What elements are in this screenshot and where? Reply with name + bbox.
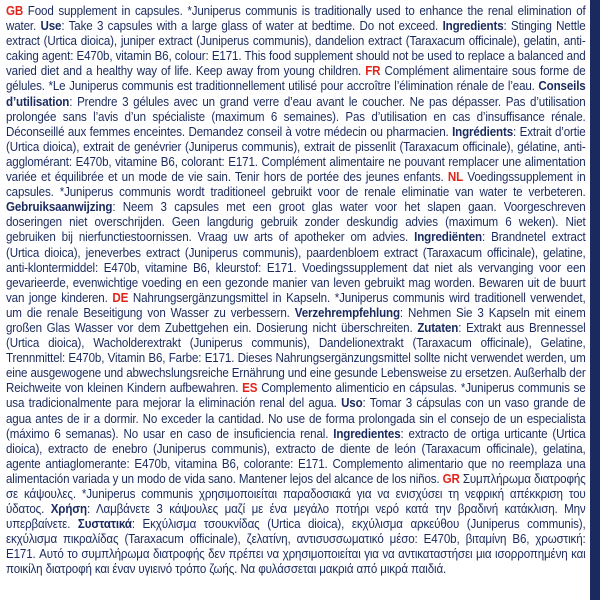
ingredients-label-gb: Ingredients: [442, 19, 504, 34]
language-code-gb: GB: [6, 4, 24, 18]
ingredients-text-es: : extracto de ortiga urticante (Urtica dioica), extracto de enebro (Juniperus communis), extracto de diente de león (Taraxacum officinale), gelatina, agente antiaglomerante: E470b, vitamina B6, colorante: E171. Complemento alimentario que no reemplaza una alimentación variada y un modo de vida sano. Mantener lejos del alcance de los niños.: [6, 426, 586, 486]
intro-gb: Food supplement in capsules. *Juniperus communis is traditionally used to enhance the renal elimination of water.: [6, 4, 586, 34]
section-fr: [6, 64, 586, 184]
ingredients-label-nl: Ingrediënten: [414, 230, 482, 245]
section-nl: [6, 170, 586, 305]
intro-nl: Voedingssupplement in capsules. *Juniperus communis wordt traditioneel gebruikt voor de renale eliminatie van water te verbeteren.: [6, 170, 586, 200]
intro-es: Complemento alimenticio en cápsulas. *Juniperus communis se usa tradicionalmente para mejorar la eliminación renal del agua.: [6, 381, 586, 411]
ingredients-text-gr: : Εκχύλισμα τσουκνίδας (Urtica dioica), εκχύλισμα αρκεύθου (Juniperus communis), εκχύλισμα πικραλίδας (Taraxacum officinale), ζελατίνη, αντισυσσωματικό μέσο: E470b, βιταμίνη B6, χρωστική: E171. Αυτό το συμπλήρωμα διατροφής δεν πρέπει να χρησιμοποιείται για να αντικαταστήσει μια ισορροπημένη και ποικίλη διατροφή και έναν υγιεινό τρόπο ζωής. Να φυλάσσεται μακριά από μικρά παιδιά.: [6, 517, 586, 577]
use-label-es: Uso: [341, 396, 363, 411]
use-label-gb: Use: [40, 19, 62, 34]
ingredients-label-es: Ingredientes: [333, 426, 401, 441]
ingredients-label-de: Zutaten: [417, 320, 459, 335]
intro-de: Nahrungsergänzungsmittel in Kapseln. *Juniperus communis wird traditionell verwendet, um die renale Beseitigung von Wasser zu verbessern.: [6, 290, 586, 320]
language-code-fr: FR: [365, 64, 381, 79]
use-text-de: : Nehmen Sie 3 Kapseln mit einem großen Glas Wasser vor dem Zubettgehen ein. Dosierung nicht überschreiten.: [6, 305, 586, 335]
use-text-nl: : Neem 3 capsules met een groot glas water voor het slapen gaan. Voorgeschreven doseringen niet overschrijden. Geen langdurig gebruik zonder deskundig advies (maximum 6 weken). Niet gebruiken bij nierfunctiestoornissen. Vraag uw arts of apotheker om advies.: [6, 200, 586, 245]
use-text-gb: : Take 3 capsules with a large glass of water at bedtime. Do not exceed.: [61, 19, 439, 34]
section-es: [6, 381, 586, 486]
language-code-nl: NL: [447, 170, 464, 185]
language-code-es: ES: [242, 381, 258, 396]
use-label-nl: Gebruiksaanwijzing: [6, 200, 113, 215]
intro-fr: Complément alimentaire sous forme de gélules. *Le Juniperus communis est traditionnellement utilisé pour accroître l’élimination rénale de l’eau.: [6, 64, 586, 94]
ingredients-text-fr: : Extrait d’ortie (Urtica dioica), extrait de genévrier (Juniperus communis), extrait de pissenlit (Taraxacum officinale), gélatine, anti-agglomérant: E470b, vitamine B6, colorant: E171. Complément alimentaire ne pouvant remplacer une alimentation variée et équilibrée et un mode de vie sain. Tenir hors de portée des jeunes enfants.: [6, 124, 586, 185]
use-label-fr: Conseils d’utilisation: [6, 79, 586, 109]
ingredients-text-de: : Extrakt aus Brennessel (Urtica dioica), Wacholderextrakt (Juniperus communis), Dandelionextrakt (Taraxacum officinale), Gelatine, Trennmittel: E470b, Vitamin B6, Farbe: E171. Dieses Nahrungsergänzungsmittel sollte nicht verwendet werden, um eine ausgewogene und abwechslungsreiche Ernährung und eine gesunde Lebensweise zu ersetzen. Außerhalb der Reichweite von kleinen Kindern aufbewahren.: [6, 320, 586, 396]
ingredients-text-gb: : Stinging Nettle extract (Urtica dioica), juniper extract (Juniperus communis), dandelion extract (Taraxacum officinale), gelatin, anti-caking agent: E470b, vitamin B6, colour: E171. This food supplement should not be used to replace a balanced and varied diet and a healthy way of life. Keep away from young children.: [6, 19, 586, 79]
ingredients-label-gr: Συστατικά: [77, 517, 132, 532]
use-label-gr: Χρήση: [50, 502, 88, 517]
section-de: [6, 291, 586, 396]
ingredients-label-fr: Ingrédients: [452, 124, 514, 139]
language-code-gr: GR: [442, 471, 460, 486]
use-text-fr: : Prendre 3 gélules avec un grand verre d’eau avant le coucher. Ne pas dépasser. Pas d’utilisation prolongée sans l’avis d’un spécialiste (maximum 6 semaines). Pas d’utilisation en cas d’insuffisance rénale. Déconseillé aux femmes enceintes. Demandez conseil à votre médecin ou pharmacien.: [6, 94, 586, 139]
use-text-es: : Tomar 3 cápsulas con un vaso grande de agua antes de ir a dormir. No exceder la cantidad. No use de forma prolongada sin el consejo de un especialista (máximo 6 semanas). No usar en caso de insuficiencia renal.: [6, 396, 586, 441]
multilingual-label-text: [6, 4, 586, 578]
use-label-de: Verzehrempfehlung: [294, 305, 400, 320]
intro-gr: Συμπλήρωμα διατροφής σε κάψουλες. *Juniperus communis χρησιμοποιείται παραδοσιακά για να ενισχύσει τη νεφρική απέκκριση του ύδατος.: [6, 471, 586, 517]
ingredients-text-nl: : Brandnetel extract (Urtica dioica), jeneverbes extract (Juniperus communis), paardenbloem extract (Taraxacum officinale), gelatine, anti-klontermiddel: E470b, vitamine B6, kleurstof: E171. Voedingssupplement dat niet als vervanging voor een gevarieerde, evenwichtige voeding en een gezonde manier van leven gebruikt mag worden. Bewaren uit de buurt van jonge kinderen.: [6, 230, 586, 305]
language-code-de: DE: [112, 290, 129, 305]
section-gr: [6, 472, 586, 577]
use-text-gr: : Λαμβάνετε 3 κάψουλες μαζί με ένα μεγάλο ποτήρι νερό κατά την βραδινή κατάκλιση. Μην υπερβαίνετε.: [6, 502, 586, 532]
